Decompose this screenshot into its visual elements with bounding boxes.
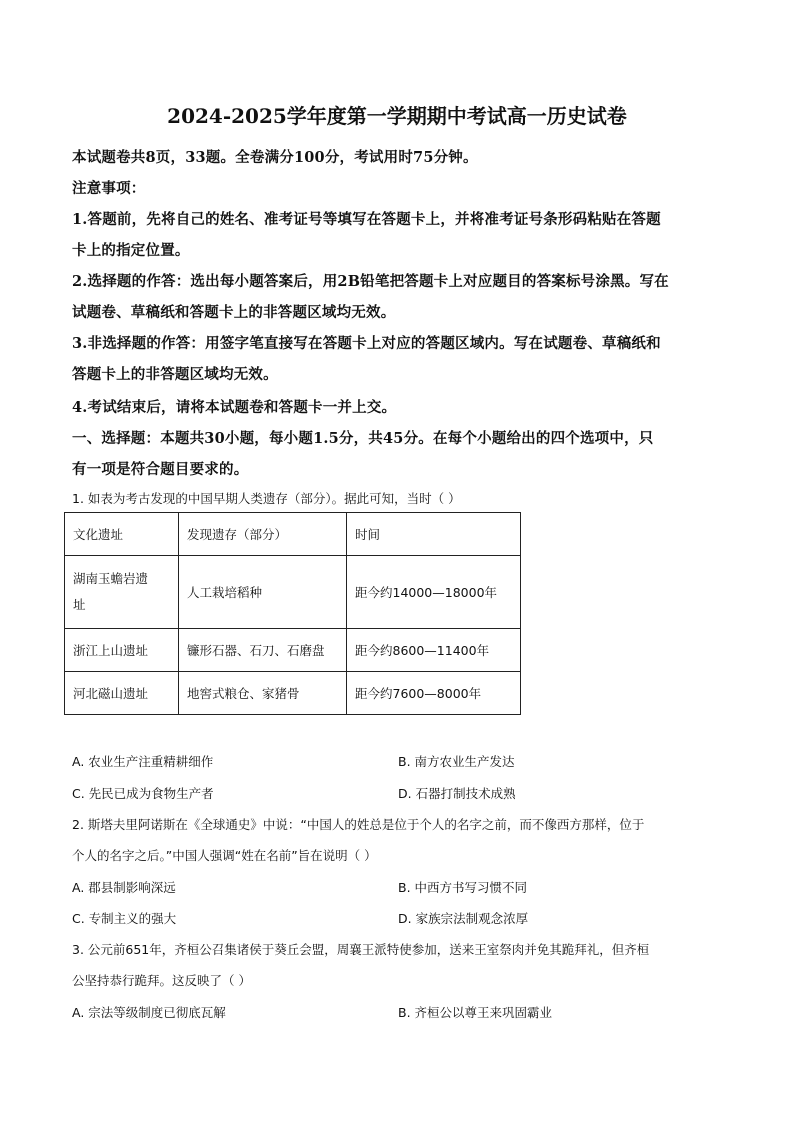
q1-stem: 1. 如表为考古发现的中国早期人类遗存（部分）。据此可知，当时（ ） — [72, 491, 461, 506]
table-cell: 距今约14000—18000年 — [347, 556, 521, 629]
table-cell: 河北磁山遗址 — [65, 672, 179, 715]
section-heading: 有一项是符合题目要求的。 — [72, 461, 249, 478]
table-cell: 地窖式粮仓、家猪骨 — [179, 672, 347, 715]
notice-line: 卡上的指定位置。 — [72, 242, 190, 259]
table-header-cell: 发现遗存（部分） — [179, 513, 347, 556]
table-row — [65, 629, 521, 672]
section-heading: 一、选择题：本题共30小题，每小题1.5分，共45分。在每个小题给出的四个选项中，只 — [72, 430, 654, 447]
notice-line: 2.选择题的作答：选出每小题答案后，用2B铅笔把答题卡上对应题目的答案标号涂黑。写在 — [72, 273, 669, 290]
q2-option-a[interactable]: A. 郡县制影响深远 — [72, 880, 176, 895]
table-cell: 距今约8600—11400年 — [347, 629, 521, 672]
table-cell — [65, 556, 179, 629]
q3-stem: 公坚持恭行跪拜。这反映了（ ） — [72, 973, 251, 988]
q2-stem: 2. 斯塔夫里阿诺斯在《全球通史》中说：“中国人的姓总是位于个人的名字之前，而不像西方那样，位于 — [72, 817, 645, 832]
table-row — [65, 672, 521, 715]
table-cell: 浙江上山遗址 — [65, 629, 179, 672]
table-cell: 距今约7600—8000年 — [347, 672, 521, 715]
table-cell: 镰形石器、石刀、石磨盘 — [179, 629, 347, 672]
q1-table — [64, 512, 521, 715]
q2-option-b[interactable]: B. 中西方书写习惯不同 — [398, 880, 528, 895]
table-row — [65, 556, 521, 629]
table-cell-line: 址 — [73, 597, 86, 612]
exam-title: 2024-2025学年度第一学期期中考试高一历史试卷 — [167, 104, 627, 128]
q2-option-c[interactable]: C. 专制主义的强大 — [72, 911, 177, 926]
q1-option-a[interactable]: A. 农业生产注重精耕细作 — [72, 754, 214, 769]
notice-line: 答题卡上的非答题区域均无效。 — [72, 366, 278, 383]
q1-option-d[interactable]: D. 石器打制技术成熟 — [398, 786, 516, 801]
q3-option-b[interactable]: B. 齐桓公以尊王来巩固霸业 — [398, 1005, 553, 1020]
exam-intro: 本试题卷共8页，33题。全卷满分100分，考试用时75分钟。 — [72, 149, 478, 166]
q3-stem: 3. 公元前651年，齐桓公召集诸侯于葵丘会盟，周襄王派特使参加，送来王室祭肉并免其跪拜礼，但齐桓 — [72, 942, 650, 957]
table-cell-line: 湖南玉蟾岩遗 — [73, 571, 149, 586]
q1-option-c[interactable]: C. 先民已成为食物生产者 — [72, 786, 214, 801]
q1-option-b[interactable]: B. 南方农业生产发达 — [398, 754, 515, 769]
table-header-row — [65, 513, 521, 556]
notice-heading: 注意事项： — [72, 180, 146, 197]
notice-line: 试题卷、草稿纸和答题卡上的非答题区域均无效。 — [72, 304, 396, 321]
table-header-cell: 文化遗址 — [65, 513, 179, 556]
q2-stem: 个人的名字之后。”中国人强调“姓在名前”旨在说明（ ） — [72, 848, 377, 863]
q2-option-d[interactable]: D. 家族宗法制观念浓厚 — [398, 911, 529, 926]
notice-line: 1.答题前，先将自己的姓名、准考证号等填写在答题卡上，并将准考证号条形码粘贴在答题 — [72, 211, 661, 228]
notice-line: 3.非选择题的作答：用签字笔直接写在答题卡上对应的答题区域内。写在试题卷、草稿纸和 — [72, 335, 661, 352]
table-header-cell: 时间 — [347, 513, 521, 556]
notice-line: 4.考试结束后，请将本试题卷和答题卡一并上交。 — [72, 399, 397, 416]
q3-option-a[interactable]: A. 宗法等级制度已彻底瓦解 — [72, 1005, 226, 1020]
table-cell: 人工栽培稻种 — [179, 556, 347, 629]
